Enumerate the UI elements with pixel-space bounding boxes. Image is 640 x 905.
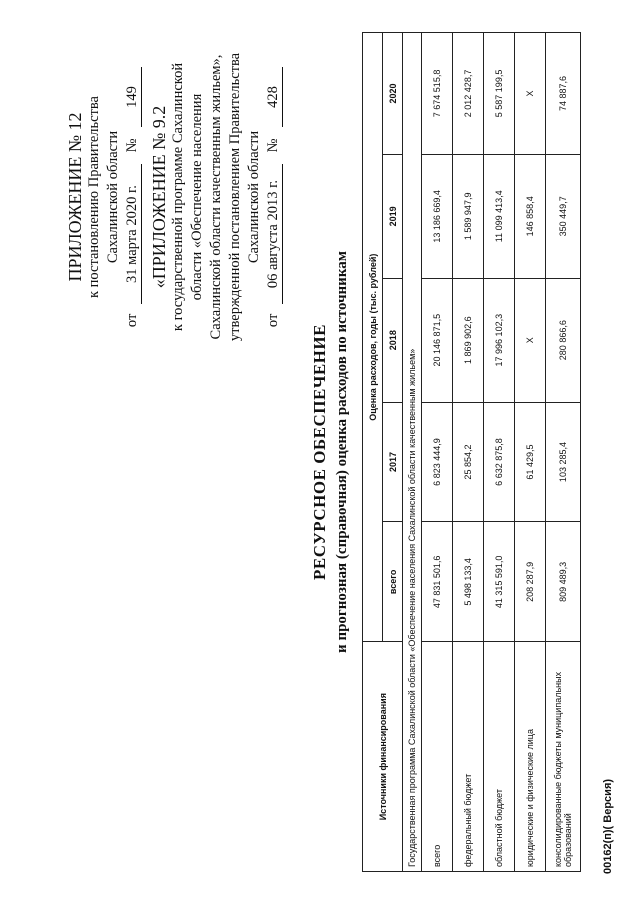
cell-value: 1 589 947,9 xyxy=(453,154,484,278)
appendix-line: Сахалинской области xyxy=(105,130,121,264)
appendix-line: к постановлению Правительства xyxy=(86,96,102,298)
number-sign: № xyxy=(265,138,281,153)
cell-value: 6 823 444,9 xyxy=(422,402,453,522)
document-subtitle: и прогнозная (справочная) оценка расходов по источникам xyxy=(334,251,350,653)
cell-value: 74 887,6 xyxy=(546,33,581,155)
appendix-date-line xyxy=(123,47,142,347)
table-row xyxy=(453,33,484,872)
program-appendix-line: Сахалинской области xyxy=(246,130,262,264)
program-appendix-line: Сахалинской области качественным жильем», xyxy=(208,54,224,340)
date-prefix: от xyxy=(265,313,281,328)
program-appendix-line: области «Обеспечение населения xyxy=(189,93,205,301)
cell-value: X xyxy=(515,278,546,402)
row-source: всего xyxy=(422,642,453,872)
table-row xyxy=(546,33,581,872)
program-appendix-title: «ПРИЛОЖЕНИЕ № 9.2 xyxy=(149,105,169,289)
cell-value: 280 866,6 xyxy=(546,278,581,402)
cell-value: 47 831 501,6 xyxy=(422,522,453,642)
row-source: федеральный бюджет xyxy=(453,642,484,872)
header-year-total: всего xyxy=(383,522,403,642)
header-year-2017: 2017 xyxy=(383,402,403,522)
cell-value: 2 012 428,7 xyxy=(453,33,484,155)
row-source: юридические и физические лица xyxy=(515,642,546,872)
cell-value: 5 587 199,5 xyxy=(484,33,515,155)
cell-value: 25 854,2 xyxy=(453,402,484,522)
cell-value: 146 858,4 xyxy=(515,154,546,278)
resource-table xyxy=(362,32,581,872)
program-appendix-date-line xyxy=(264,27,283,367)
appendix-title: ПРИЛОЖЕНИЕ № 12 xyxy=(65,112,85,282)
program-appendix-line: к государственной программе Сахалинской xyxy=(170,62,186,332)
cell-value: 11 099 413,4 xyxy=(484,154,515,278)
header-year-2018: 2018 xyxy=(383,278,403,402)
header-year-2019: 2019 xyxy=(383,154,403,278)
table-row xyxy=(422,33,453,872)
program-appendix-number: 428 xyxy=(265,67,283,127)
number-sign: № xyxy=(124,138,140,153)
row-source: консолидированные бюджеты муниципальных образований xyxy=(546,642,581,872)
table-row xyxy=(515,33,546,872)
cell-value: X xyxy=(515,33,546,155)
cell-value: 6 632 875,8 xyxy=(484,402,515,522)
table-row xyxy=(484,33,515,872)
header-year-2020: 2020 xyxy=(383,33,403,155)
document-title: РЕСУРСНОЕ ОБЕСПЕЧЕНИЕ xyxy=(310,324,329,580)
appendix-date: 31 марта 2020 г. xyxy=(124,164,142,304)
cell-value: 17 996 102,3 xyxy=(484,278,515,402)
program-name: Государственная программа Сахалинской области «Обеспечение населения Сахалинской области качественным жильем» xyxy=(403,33,422,872)
cell-value: 103 285,4 xyxy=(546,402,581,522)
cell-value: 809 489,3 xyxy=(546,522,581,642)
cell-value: 20 146 871,5 xyxy=(422,278,453,402)
cell-value: 5 498 133,4 xyxy=(453,522,484,642)
cell-value: 1 869 902,6 xyxy=(453,278,484,402)
cell-value: 41 315 591,0 xyxy=(484,522,515,642)
cell-value: 350 449,7 xyxy=(546,154,581,278)
date-prefix: от xyxy=(124,313,140,328)
cell-value: 61 429,5 xyxy=(515,402,546,522)
program-appendix-date: 06 августа 2013 г. xyxy=(265,164,283,304)
cell-value: 208 287,9 xyxy=(515,522,546,642)
appendix-header xyxy=(66,47,142,347)
table-header-row xyxy=(363,33,383,872)
program-appendix-header xyxy=(150,27,283,367)
program-appendix-line: утвержденной постановлением Правительства xyxy=(227,52,243,342)
cell-value: 13 186 669,4 xyxy=(422,154,453,278)
header-estimate: Оценка расходов, годы (тыс. рублей) xyxy=(363,33,383,642)
document-page xyxy=(10,12,630,892)
program-row xyxy=(403,33,422,872)
header-sources: Источники финансирования xyxy=(363,642,403,872)
cell-value: 7 674 515,8 xyxy=(422,33,453,155)
document-footer-code: 00162(п)( Версия) xyxy=(602,778,614,874)
row-source: областной бюджет xyxy=(484,642,515,872)
appendix-number: 149 xyxy=(124,67,142,127)
